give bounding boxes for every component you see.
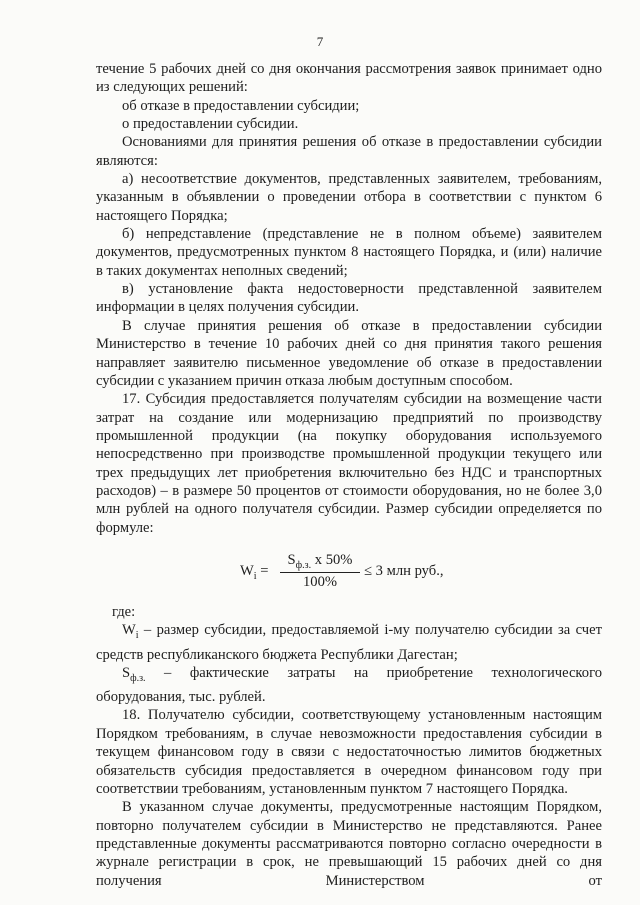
formula-definition: $W_i$ – размер субсидии, предоставляемой i-му получателю субсидии за счет средств республиканского бюджета Республики Дагестан; bbox=[96, 622, 602, 663]
formula-definitions bbox=[96, 621, 602, 706]
paragraph: 18. Получателю субсидии, соответствующему установленным настоящим Порядком требованиям, в случае невозможности предоставления субсидии в текущем финансовом году в связи с недостаточностью лимитов бюджетных обязательств субсидия предоставляется в очередном финансовом году при соответствии требованиям, установленным пунктом 7 настоящего Порядка. bbox=[96, 707, 602, 797]
where-label: где: bbox=[112, 603, 136, 620]
bottom-paragraphs bbox=[96, 706, 602, 889]
paragraph: в) установление факта недостоверности представленной заявителем информации в целях получения субсидии. bbox=[96, 281, 602, 316]
formula-definition: $S_{ф.з.}$ – фактические затраты на приобретение технологического оборудования, тыс. рублей. bbox=[96, 664, 602, 706]
formula-limit: ≤ 3 млн руб., bbox=[364, 562, 444, 579]
formula-fraction bbox=[280, 552, 360, 591]
top-paragraphs bbox=[96, 60, 602, 537]
formula-numerator: $S_{ф.з.}$ х 50% bbox=[280, 552, 360, 573]
paragraph: В указанном случае документы, предусмотренные настоящим Порядком, повторно получателем субсидии в Министерство не представляются. Ранее представленные документы рассматриваются повторно согласно очередности в журнале регистрации в срок, не превышающий 15 рабочих дней со дня получения Министерством от bbox=[96, 799, 602, 889]
paragraph: б) непредставление (представление не в полном объеме) заявителем документов, предусмотренных пунктом 8 настоящего Порядка, и (или) наличие в таких документах неполных сведений; bbox=[96, 226, 602, 279]
formula-denominator: 100% bbox=[302, 573, 338, 590]
paragraph: а) несоответствие документов, представленных заявителем, требованиям, указанным в объявлении о проведении отбора в соответствии с пунктом 6 настоящего Порядка; bbox=[96, 171, 602, 224]
paragraph: течение 5 рабочих дней со дня окончания рассмотрения заявок принимает одно из следующих решений: bbox=[96, 61, 602, 96]
paragraph: Основаниями для принятия решения об отказе в предоставлении субсидии являются: bbox=[96, 134, 602, 169]
paragraph: В случае принятия решения об отказе в предоставлении субсидии Министерство в течение 10 рабочих дней со дня принятия такого решения направляет заявителю письменное уведомление об отказе в предоставлении субсидии с указанием причин отказа любым доступным способом. bbox=[96, 317, 602, 389]
document-body bbox=[96, 60, 602, 890]
page-number: 7 bbox=[316, 34, 324, 49]
formula-left: $W_i$ = bbox=[240, 562, 269, 582]
subsidy-formula bbox=[96, 541, 602, 603]
paragraph: о предоставлении субсидии. bbox=[122, 116, 299, 133]
paragraph: об отказе в предоставлении субсидии; bbox=[122, 97, 360, 114]
paragraph: 17. Субсидия предоставляется получателям субсидии на возмещение части затрат на создание или модернизацию предприятий по производству промышленной продукции (на покупку оборудования используемого непосредственно при производстве промышленной продукции текущего или трех предыдущих лет приобретения включительно без НДС и транспортных расходов) – в размере 50 процентов от стоимости оборудования, но не более 3,0 млн рублей на одного получателя субсидии. Размер субсидии определяется по формуле: bbox=[96, 391, 602, 536]
